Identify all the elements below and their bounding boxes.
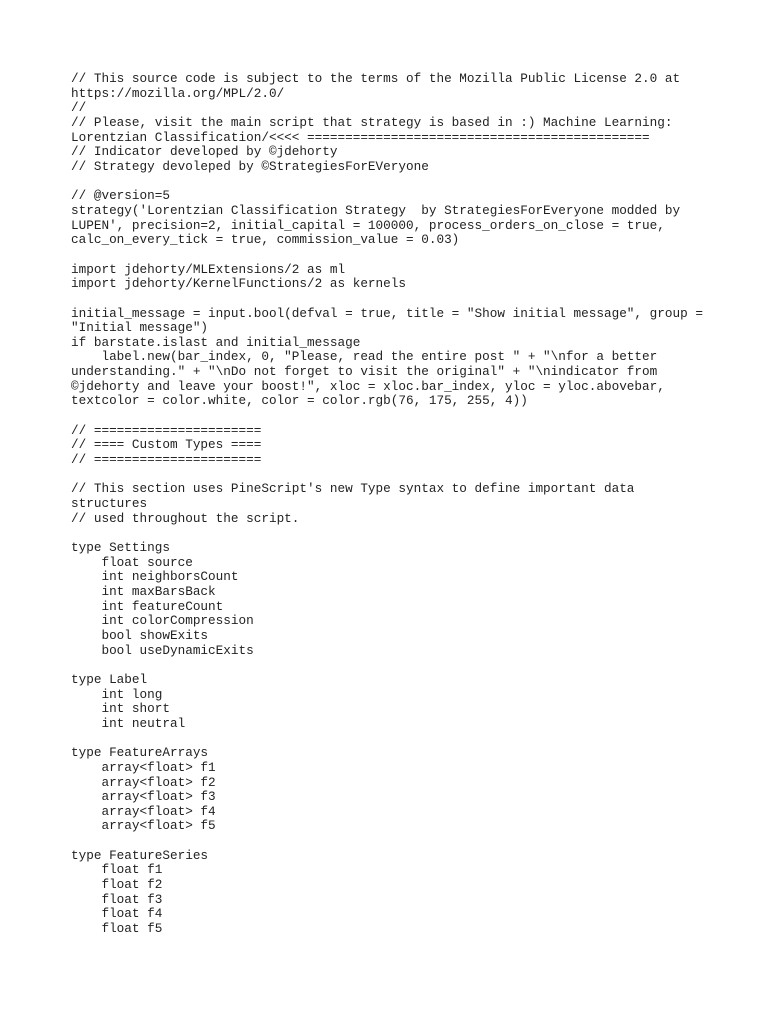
- custom-types-banner-block: [71, 424, 703, 468]
- code-line: int neutral: [71, 715, 186, 731]
- code-line: calc_on_every_tick = true, commission_value = 0.03): [71, 232, 460, 248]
- code-line: // ======================: [71, 452, 262, 468]
- license-header-block: [71, 72, 703, 175]
- code-line: float f5: [71, 921, 163, 937]
- code-line: if barstate.islast and initial_message: [71, 334, 361, 350]
- code-line: int neighborsCount: [71, 569, 239, 585]
- code-line: "Initial message"): [71, 320, 209, 336]
- type-feature-arrays-block: [71, 746, 703, 834]
- code-line: // This source code is subject to the terms of the Mozilla Public License 2.0 at: [71, 71, 681, 86]
- code-line: bool showExits: [71, 627, 209, 643]
- types-section-comment-block: [71, 482, 703, 526]
- type-label-block: [71, 673, 703, 732]
- code-line: // used throughout the script.: [71, 510, 300, 526]
- code-line: import jdehorty/KernelFunctions/2 as kernels: [71, 276, 407, 292]
- code-line: // Indicator developed by ©jdehorty: [71, 144, 338, 160]
- code-line: array<float> f2: [71, 774, 216, 790]
- code-line: ©jdehorty and leave your boost!", xloc = xloc.bar_index, yloc = yloc.abovebar,: [71, 378, 665, 394]
- strategy-declaration-block: [71, 189, 703, 248]
- code-line: strategy('Lorentzian Classification Strategy by StrategiesForEveryone modded by: [71, 202, 681, 218]
- code-line: type Label: [71, 671, 148, 687]
- code-line: // Strategy devoleped by ©StrategiesForEVeryone: [71, 158, 429, 174]
- code-line: label.new(bar_index, 0, "Please, read the entire post " + "\nfor a better: [71, 349, 658, 365]
- code-line: float f1: [71, 862, 163, 878]
- code-line: textcolor = color.white, color = color.rgb(76, 175, 255, 4)): [71, 393, 528, 409]
- code-line: int short: [71, 701, 170, 717]
- code-line: float f3: [71, 891, 163, 907]
- code-line: int long: [71, 686, 163, 702]
- code-line: // Please, visit the main script that strategy is based in :) Machine Learning:: [71, 114, 673, 130]
- code-line: type FeatureSeries: [71, 847, 209, 863]
- source-code: [71, 72, 703, 937]
- code-line: import jdehorty/MLExtensions/2 as ml: [71, 261, 346, 277]
- imports-block: [71, 263, 703, 292]
- type-feature-series-block: [71, 849, 703, 937]
- code-line: understanding." + "\nDo not forget to visit the original" + "\nindicator from: [71, 364, 658, 380]
- code-line: // ======================: [71, 422, 262, 438]
- code-line: int maxBarsBack: [71, 583, 216, 599]
- code-line: // @version=5: [71, 188, 170, 204]
- code-line: array<float> f1: [71, 759, 216, 775]
- code-line: bool useDynamicExits: [71, 642, 254, 658]
- code-line: array<float> f3: [71, 789, 216, 805]
- code-line: // ==== Custom Types ====: [71, 437, 262, 453]
- code-line: // This section uses PineScript's new Type syntax to define important data: [71, 481, 635, 497]
- type-settings-block: [71, 541, 703, 658]
- code-line: float source: [71, 554, 193, 570]
- code-line: array<float> f4: [71, 803, 216, 819]
- code-line: float f2: [71, 877, 163, 893]
- code-line: //: [71, 100, 87, 116]
- code-line: int featureCount: [71, 598, 224, 614]
- code-line: structures: [71, 496, 148, 512]
- code-line: type FeatureArrays: [71, 745, 209, 761]
- code-line: type Settings: [71, 540, 170, 555]
- code-line: Lorentzian Classification/<<<< =============================================: [71, 129, 650, 145]
- code-line: int colorCompression: [71, 613, 254, 629]
- code-line: https://mozilla.org/MPL/2.0/: [71, 85, 285, 101]
- initial-message-block: [71, 307, 703, 410]
- code-line: LUPEN', precision=2, initial_capital = 100000, process_orders_on_close = true,: [71, 217, 665, 233]
- code-line: array<float> f5: [71, 818, 216, 834]
- code-line: float f4: [71, 906, 163, 922]
- code-line: initial_message = input.bool(defval = true, title = "Show initial message", group =: [71, 305, 703, 321]
